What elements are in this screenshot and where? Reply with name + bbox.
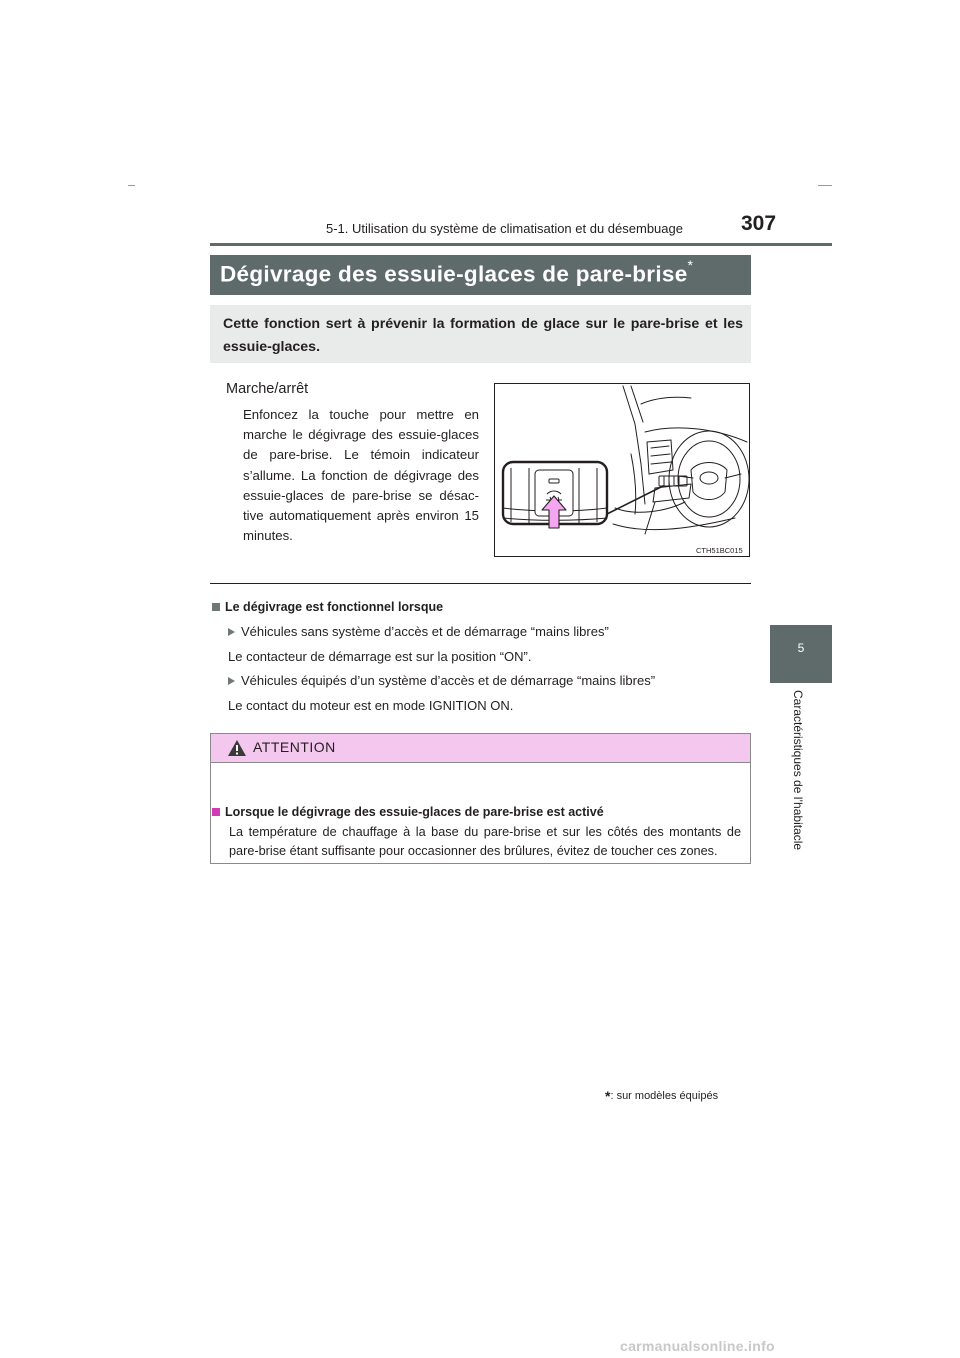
footnote-marker: * — [605, 1088, 611, 1104]
crop-mark — [818, 185, 832, 186]
square-bullet-icon — [212, 603, 220, 611]
page-number: 307 — [741, 212, 777, 235]
footnote — [605, 1088, 718, 1104]
step-title: Marche/arrêt — [226, 381, 309, 397]
warning-heading — [212, 805, 604, 819]
section-divider — [210, 583, 751, 584]
chapter-number: 5 — [797, 641, 805, 655]
dashboard-illustration-svg — [495, 384, 749, 556]
dashboard-illustration — [494, 383, 750, 557]
arrow-bullet-icon — [228, 677, 235, 685]
note-case2-title-text: Véhicules équipés d’un système d’accès et de démarrage “mains libres” — [241, 673, 656, 688]
running-header: 5-1. Utilisation du système de climatisation et du désembuage — [326, 221, 683, 236]
section-title-marker: * — [687, 257, 694, 273]
chapter-label — [785, 690, 809, 870]
square-bullet-icon — [212, 808, 220, 816]
note-heading — [212, 600, 443, 614]
warning-title: ATTENTION — [253, 739, 336, 755]
warning-body: La température de chauffage à la base du pare-brise et sur les côtés des montants de pare-brise étant suffisante pour occasionner des brûlures, évitez de toucher ces zones. — [229, 825, 741, 858]
section-title — [220, 257, 694, 288]
warning-triangle-icon — [227, 739, 247, 762]
note-case1-body: Le contacteur de démarrage est sur la position “ON”. — [228, 649, 532, 664]
footnote-text: : sur modèles équipés — [610, 1090, 719, 1102]
note-heading-text: Le dégivrage est fonctionnel lorsque — [225, 600, 444, 614]
step-body: Enfoncez la touche pour mettre en marche le dégivrage des essuie-glaces de pare-brise. Le témoin indicateur s’allume. La fonction de dégivrage des essuie-glaces de pare-brise se désac-tive automatiquement après environ 15 minutes. — [243, 407, 479, 544]
intro-text: Cette fonction sert à prévenir la formation de glace sur le pare-brise et les essuie-glaces. — [223, 316, 743, 355]
header-rule — [210, 243, 832, 246]
figure-code: CTH51BC015 — [696, 546, 743, 555]
arrow-bullet-icon — [228, 628, 235, 636]
crop-mark — [128, 185, 135, 186]
warning-heading-text: Lorsque le dégivrage des essuie-glaces de pare-brise est activé — [225, 805, 604, 819]
watermark: carmanualsonline.info — [620, 1338, 775, 1354]
note-case2-title — [228, 673, 655, 688]
note-case1-title — [228, 624, 609, 639]
warning-triangle-svg — [227, 739, 247, 757]
section-title-text: Dégivrage des essuie-glaces de pare-brise — [220, 261, 688, 287]
note-case1-title-text: Véhicules sans système d’accès et de démarrage “mains libres” — [241, 624, 609, 639]
chapter-label-text: Caractéristiques de l’habitacle — [791, 690, 805, 851]
note-case2-body: Le contact du moteur est en mode IGNITION ON. — [228, 698, 514, 713]
